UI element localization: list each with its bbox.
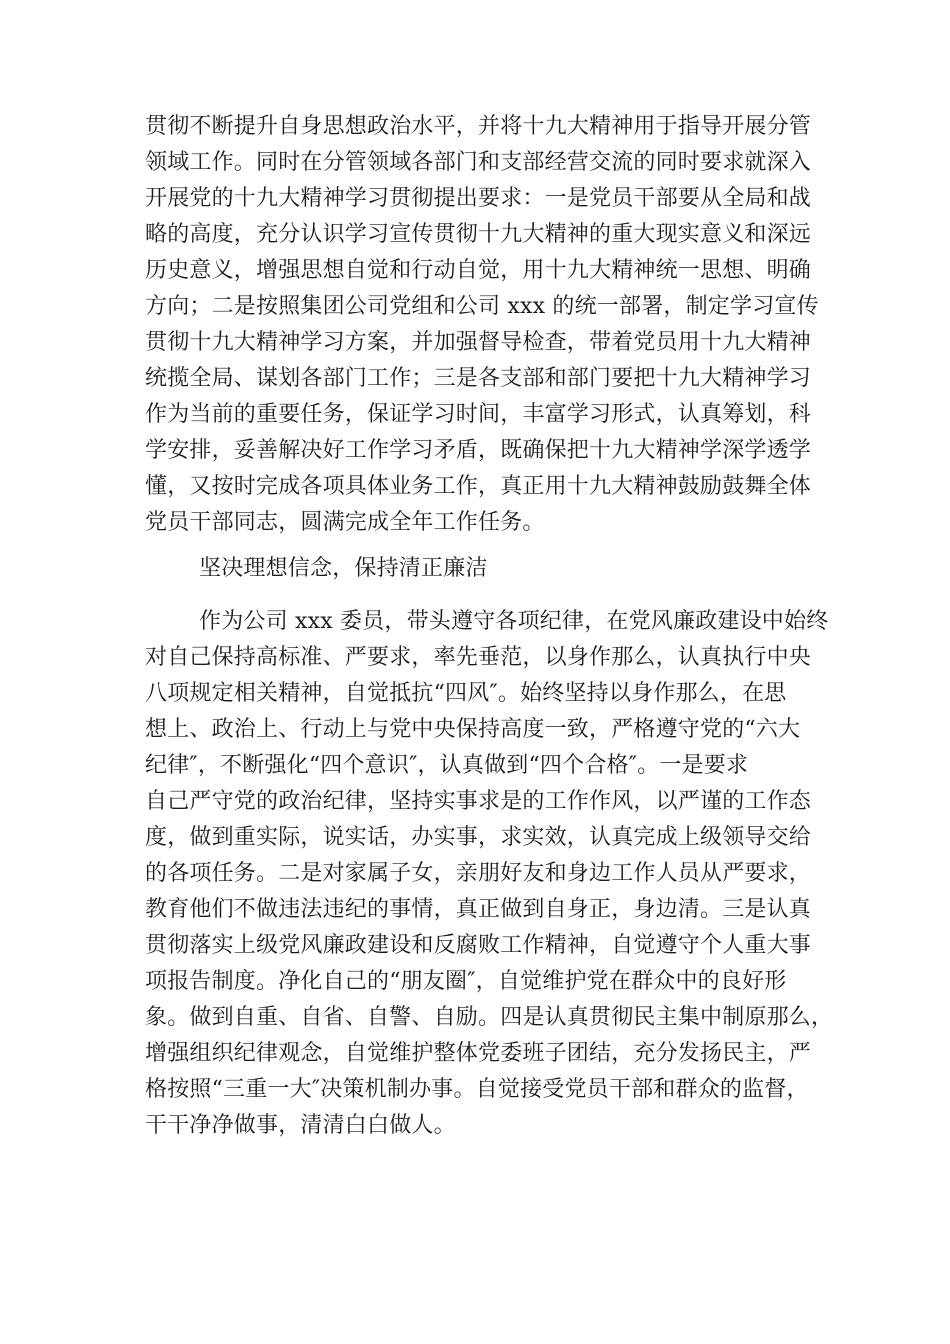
paragraph-line: 统揽全局、谋划各部门工作；三是各支部和部门要把十九大精神学习: [145, 366, 812, 391]
paragraph-line: 方向；二是按照集团公司党组和公司 xxx 的统一部署，制定学习宣传: [145, 294, 819, 319]
paragraph-line: 党员干部同志，圆满完成全年工作任务。: [145, 510, 545, 535]
paragraph-line: 作为公司 xxx 委员，带头遵守各项纪律，在党风廉政建设中始终: [199, 609, 829, 634]
paragraph-line: 历史意义，增强思想自觉和行动自觉，用十九大精神统一思想、明确: [145, 258, 812, 283]
paragraph-line: 增强组织纪律观念，自觉维护整体党委班子团结，充分发扬民主，严: [145, 1041, 812, 1066]
paragraph-line: 度，做到重实际，说实话，办实事，求实效，认真完成上级领导交给: [145, 825, 812, 850]
section-heading: 坚决理想信念，保持清正廉洁: [199, 556, 488, 581]
paragraph-line: 项报告制度。净化自己的“朋友圈″，自觉维护党在群众中的良好形: [145, 969, 787, 994]
paragraph-line: 对自己保持高标准、严要求，率先垂范，以身作那么，认真执行中央: [145, 645, 812, 670]
paragraph-line: 学安排，妥善解决好工作学习矛盾，既确保把十九大精神学深学透学: [145, 438, 812, 463]
paragraph-line: 贯彻不断提升自身思想政治水平，并将十九大精神用于指导开展分管: [145, 114, 812, 139]
paragraph-line: 作为当前的重要任务，保证学习时间，丰富学习形式，认真筹划，科: [145, 402, 812, 427]
paragraph-line: 的各项任务。二是对家属子女，亲朋好友和身边工作人员从严要求，: [145, 861, 812, 886]
paragraph-line: 懂，又按时完成各项具体业务工作，真正用十九大精神鼓励鼓舞全体: [145, 474, 812, 499]
paragraph-line: 想上、政治上、行动上与党中央保持高度一致，严格遵守党的“六大: [145, 717, 801, 742]
paragraph-line: 干干净净做事，清清白白做人。: [145, 1113, 456, 1138]
paragraph-line: 略的高度，充分认识学习宣传贯彻十九大精神的重大现实意义和深远: [145, 222, 812, 247]
paragraph-line: 领域工作。同时在分管领域各部门和支部经营交流的同时要求就深入: [145, 150, 812, 175]
paragraph-line: 开展党的十九大精神学习贯彻提出要求：一是党员干部要从全局和战: [145, 186, 812, 211]
paragraph-line: 自己严守党的政治纪律，坚持实事求是的工作作风，以严谨的工作态: [145, 789, 812, 814]
paragraph-line: 贯彻落实上级党风廉政建设和反腐败工作精神，自觉遵守个人重大事: [145, 933, 812, 958]
paragraph-line: 教育他们不做违法违纪的事情，真正做到自身正，身边清。三是认真: [145, 897, 812, 922]
paragraph-line: 贯彻十九大精神学习方案，并加强督导检查，带着党员用十九大精神: [145, 330, 812, 355]
paragraph-line: 格按照“三重一大″决策机制办事。自觉接受党员干部和群众的监督，: [145, 1077, 809, 1102]
paragraph-line: 八项规定相关精神，自觉抵抗“四风″。始终坚持以身作那么，在思: [145, 681, 787, 706]
paragraph-line: 象。做到自重、自省、自警、自励。四是认真贯彻民主集中制原那么，: [145, 1005, 834, 1030]
paragraph-line: 纪律″，不断强化“四个意识″，认真做到“四个合格″。一是要求: [145, 753, 749, 778]
